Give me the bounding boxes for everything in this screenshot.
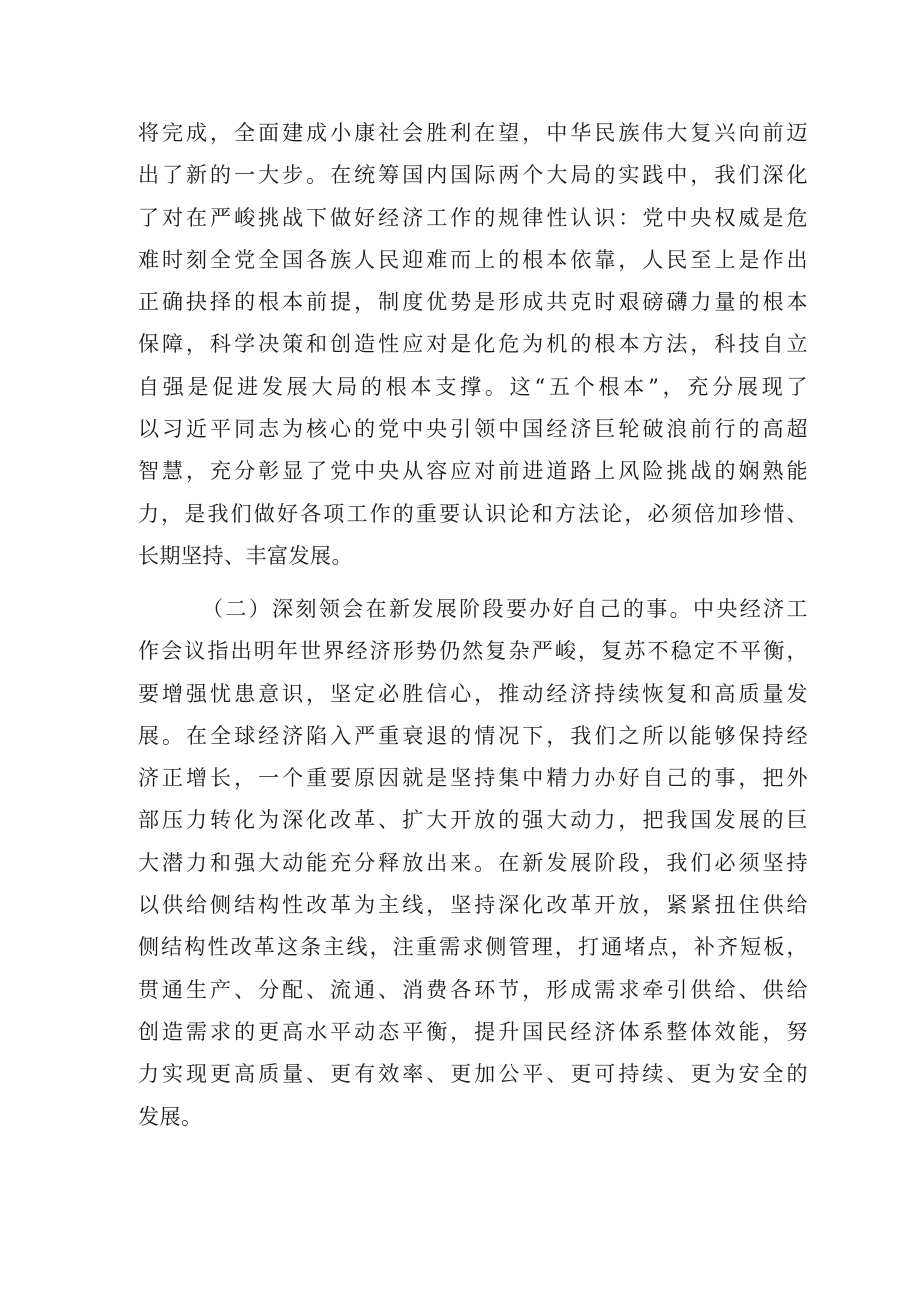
paragraph-line: 作会议指出明年世界经济形势仍然复杂严峻，复苏不稳定不平衡，	[138, 639, 808, 664]
paragraph-line: 以习近平同志为核心的党中央引领中国经济巨轮破浪前行的高超	[138, 417, 808, 442]
paragraph-line: 长期坚持、丰富发展。	[138, 543, 353, 568]
paragraph-line: 难时刻全党全国各族人民迎难而上的根本依靠，人民至上是作出	[138, 247, 808, 272]
paragraph-line: 出了新的一大步。在统筹国内国际两个大局的实践中，我们深化	[138, 163, 808, 188]
paragraph-heading-line: （二）深刻领会在新发展阶段要办好自己的事。中央经济工	[202, 597, 808, 621]
paragraph-2	[138, 588, 808, 1138]
paragraph-line: 发展。	[138, 1104, 203, 1129]
paragraph-line: 智慧，充分彰显了党中央从容应对前进道路上风险挑战的娴熟能	[138, 459, 808, 484]
paragraph-line: 以供给侧结构性改革为主线，坚持深化改革开放，紧紧扭住供给	[138, 893, 808, 918]
paragraph-line: 创造需求的更高水平动态平衡，提升国民经济体系整体效能，努	[138, 1019, 808, 1044]
paragraph-line: 侧结构性改革这条主线，注重需求侧管理，打通堵点，补齐短板，	[138, 935, 808, 960]
paragraph-line: 正确抉择的根本前提，制度优势是形成共克时艰磅礴力量的根本	[138, 290, 808, 315]
paragraph-line: 了对在严峻挑战下做好经济工作的规律性认识：党中央权威是危	[138, 205, 808, 230]
paragraph-1	[138, 112, 808, 577]
paragraph-line: 大潜力和强大动能充分释放出来。在新发展阶段，我们必须坚持	[138, 850, 808, 875]
paragraph-line: 展。在全球经济陷入严重衰退的情况下，我们之所以能够保持经	[138, 723, 808, 748]
paragraph-line: 部压力转化为深化改革、扩大开放的强大动力，把我国发展的巨	[138, 808, 808, 833]
paragraph-line: 保障，科学决策和创造性应对是化危为机的根本方法，科技自立	[138, 332, 808, 357]
paragraph-line: 济正增长，一个重要原因就是坚持集中精力办好自己的事，把外	[138, 766, 808, 791]
paragraph-line: 自强是促进发展大局的根本支撑。这“五个根本”，充分展现了	[138, 374, 808, 399]
paragraph-line: 力实现更高质量、更有效率、更加公平、更可持续、更为安全的	[138, 1062, 808, 1087]
paragraph-line: 贯通生产、分配、流通、消费各环节，形成需求牵引供给、供给	[138, 977, 808, 1002]
paragraph-line: 将完成，全面建成小康社会胜利在望，中华民族伟大复兴向前迈	[138, 121, 808, 145]
paragraph-line: 力，是我们做好各项工作的重要认识论和方法论，必须倍加珍惜、	[138, 501, 808, 526]
paragraph-line: 要增强忧患意识，坚定必胜信心，推动经济持续恢复和高质量发	[138, 681, 808, 706]
